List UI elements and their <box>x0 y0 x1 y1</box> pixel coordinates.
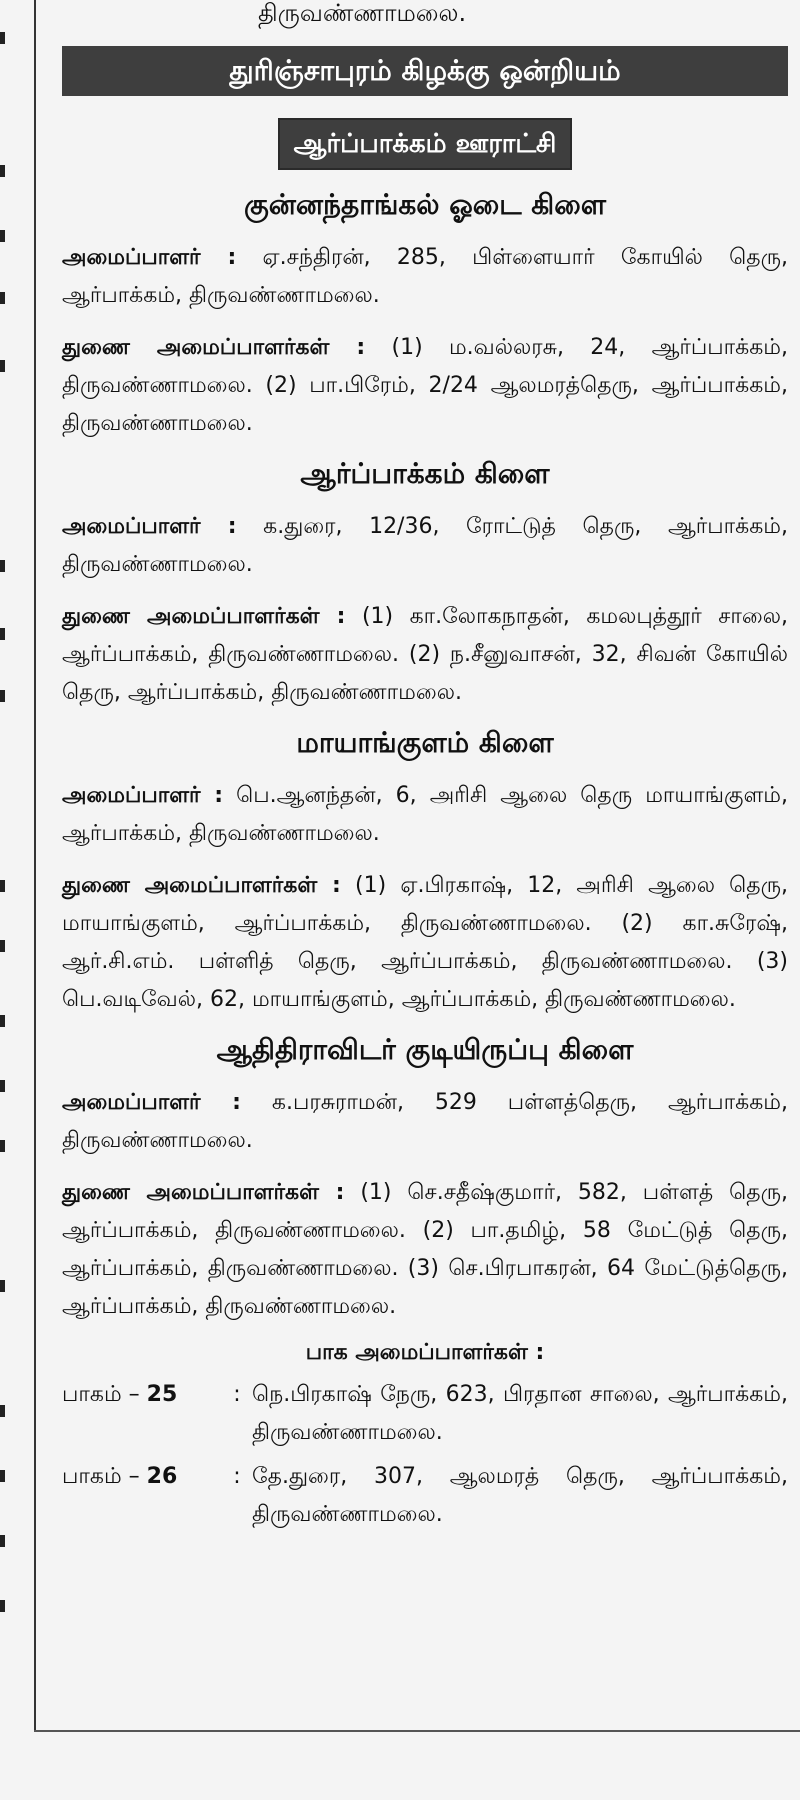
deputies-label: துணை அமைப்பாளர்கள் : <box>62 1180 345 1205</box>
organiser-paragraph <box>62 777 788 853</box>
deputies-text: (1) ஏ.பிரகாஷ், 12, அரிசி ஆலை தெரு, மாயாங்குளம், ஆர்ப்பாக்கம், திருவண்ணாமலை. (2) கா.சுரேஷ், ஆர்.சி.எம். பள்ளித் தெரு, ஆர்ப்பாக்கம், திருவண்ணாமலை. (3) பெ.வடிவேல், 62, மாயாங்குளம், ஆர்ப்பாக்கம், திருவண்ணாமலை. <box>62 873 788 1012</box>
deputies-label: துணை அமைப்பாளர்கள் : <box>62 604 346 629</box>
organiser-text: க.பரசுராமன், 529 பள்ளத்தெரு, ஆர்பாக்கம், திருவண்ணாமலை. <box>62 1090 788 1153</box>
organiser-paragraph <box>62 239 788 315</box>
branch-title: குன்னந்தாங்கல் ஓடை கிளை <box>243 188 606 221</box>
booth-number-label <box>62 1458 222 1534</box>
deputies-text: (1) செ.சதீஷ்குமார், 582, பள்ளத் தெரு, ஆர்ப்பாக்கம், திருவண்ணாமலை. (2) பா.தமிழ், 58 மேட்டுத் தெரு, ஆர்ப்பாக்கம், திருவண்ணாமலை. (3) செ.பிரபாகரன், 64 மேட்டுத்தெரு, ஆர்ப்பாக்கம், திருவண்ணாமலை. <box>62 1180 788 1319</box>
organiser-label: அமைப்பாளர் : <box>62 783 224 808</box>
deputies-label: துணை அமைப்பாளர்கள் : <box>62 873 341 898</box>
booth-organisers-heading: பாக அமைப்பாளர்கள் : <box>305 1340 545 1365</box>
booth-organiser-text: நெ.பிரகாஷ் நேரு, 623, பிரதான சாலை, ஆர்பாக்கம், திருவண்ணாமலை. <box>252 1382 788 1445</box>
organiser-label: அமைப்பாளர் : <box>62 1090 241 1115</box>
branch-section <box>62 457 788 712</box>
branch-section <box>62 1033 788 1326</box>
booth-number-label <box>62 1376 222 1452</box>
left-margin-marks <box>0 0 8 1720</box>
organiser-text: பெ.ஆனந்தன், 6, அரிசி ஆலை தெரு மாயாங்குளம், ஆர்பாக்கம், திருவண்ணாமலை. <box>62 783 788 846</box>
booth-number: 25 <box>146 1382 178 1407</box>
booth-colon: : <box>233 1382 241 1407</box>
booth-colon: : <box>233 1464 241 1489</box>
deputies-text: (1) கா.லோகநாதன், கமலபுத்தூர் சாலை, ஆர்ப்பாக்கம், திருவண்ணாமலை. (2) ந.சீனுவாசன், 32, சிவன் கோயில் தெரு, ஆர்ப்பாக்கம், திருவண்ணாமலை. <box>62 604 788 705</box>
panchayat-title-wrap <box>62 118 788 170</box>
deputies-paragraph <box>62 329 788 443</box>
deputies-text: (1) ம.வல்லரசு, 24, ஆர்ப்பாக்கம், திருவண்ணாமலை. (2) பா.பிரேம், 2/24 ஆலமரத்தெரு, ஆர்ப்பாக்கம், திருவண்ணாமலை. <box>62 335 788 436</box>
booth-row <box>62 1458 788 1534</box>
organiser-label: அமைப்பாளர் : <box>62 245 237 270</box>
booth-word: பாகம் – <box>62 1464 147 1489</box>
bottom-divider <box>34 1730 800 1732</box>
booth-word: பாகம் – <box>62 1382 147 1407</box>
organiser-paragraph <box>62 1084 788 1160</box>
booth-row <box>62 1376 788 1452</box>
organiser-paragraph <box>62 508 788 584</box>
organiser-label: அமைப்பாளர் : <box>62 514 237 539</box>
branch-title: ஆர்ப்பாக்கம் கிளை <box>300 457 550 490</box>
branch-section <box>62 726 788 1019</box>
carry-over-line: திருவண்ணாமலை. <box>258 0 467 27</box>
deputies-paragraph <box>62 1174 788 1326</box>
branch-section <box>62 188 788 443</box>
deputies-label: துணை அமைப்பாளர்கள் : <box>62 335 366 360</box>
branch-title: ஆதிதிராவிடர் குடியிருப்பு கிளை <box>216 1033 634 1066</box>
organiser-text: க.துரை, 12/36, ரோட்டுத் தெரு, ஆர்பாக்கம், திருவண்ணாமலை. <box>62 514 788 577</box>
deputies-paragraph <box>62 867 788 1019</box>
panchayat-title-banner: ஆர்ப்பாக்கம் ஊராட்சி <box>278 118 573 170</box>
organiser-text: ஏ.சந்திரன், 285, பிள்ளையார் கோயில் தெரு, ஆர்பாக்கம், திருவண்ணாமலை. <box>62 245 788 308</box>
deputies-paragraph <box>62 598 788 712</box>
content-column <box>62 0 788 1540</box>
column-divider <box>34 0 36 1730</box>
union-title-banner: துரிஞ்சாபுரம் கிழக்கு ஒன்றியம் <box>62 46 788 96</box>
booth-number: 26 <box>146 1464 178 1489</box>
branch-title: மாயாங்குளம் கிளை <box>296 726 554 759</box>
booth-organiser-text: தே.துரை, 307, ஆலமரத் தெரு, ஆர்ப்பாக்கம், திருவண்ணாமலை. <box>252 1464 788 1527</box>
